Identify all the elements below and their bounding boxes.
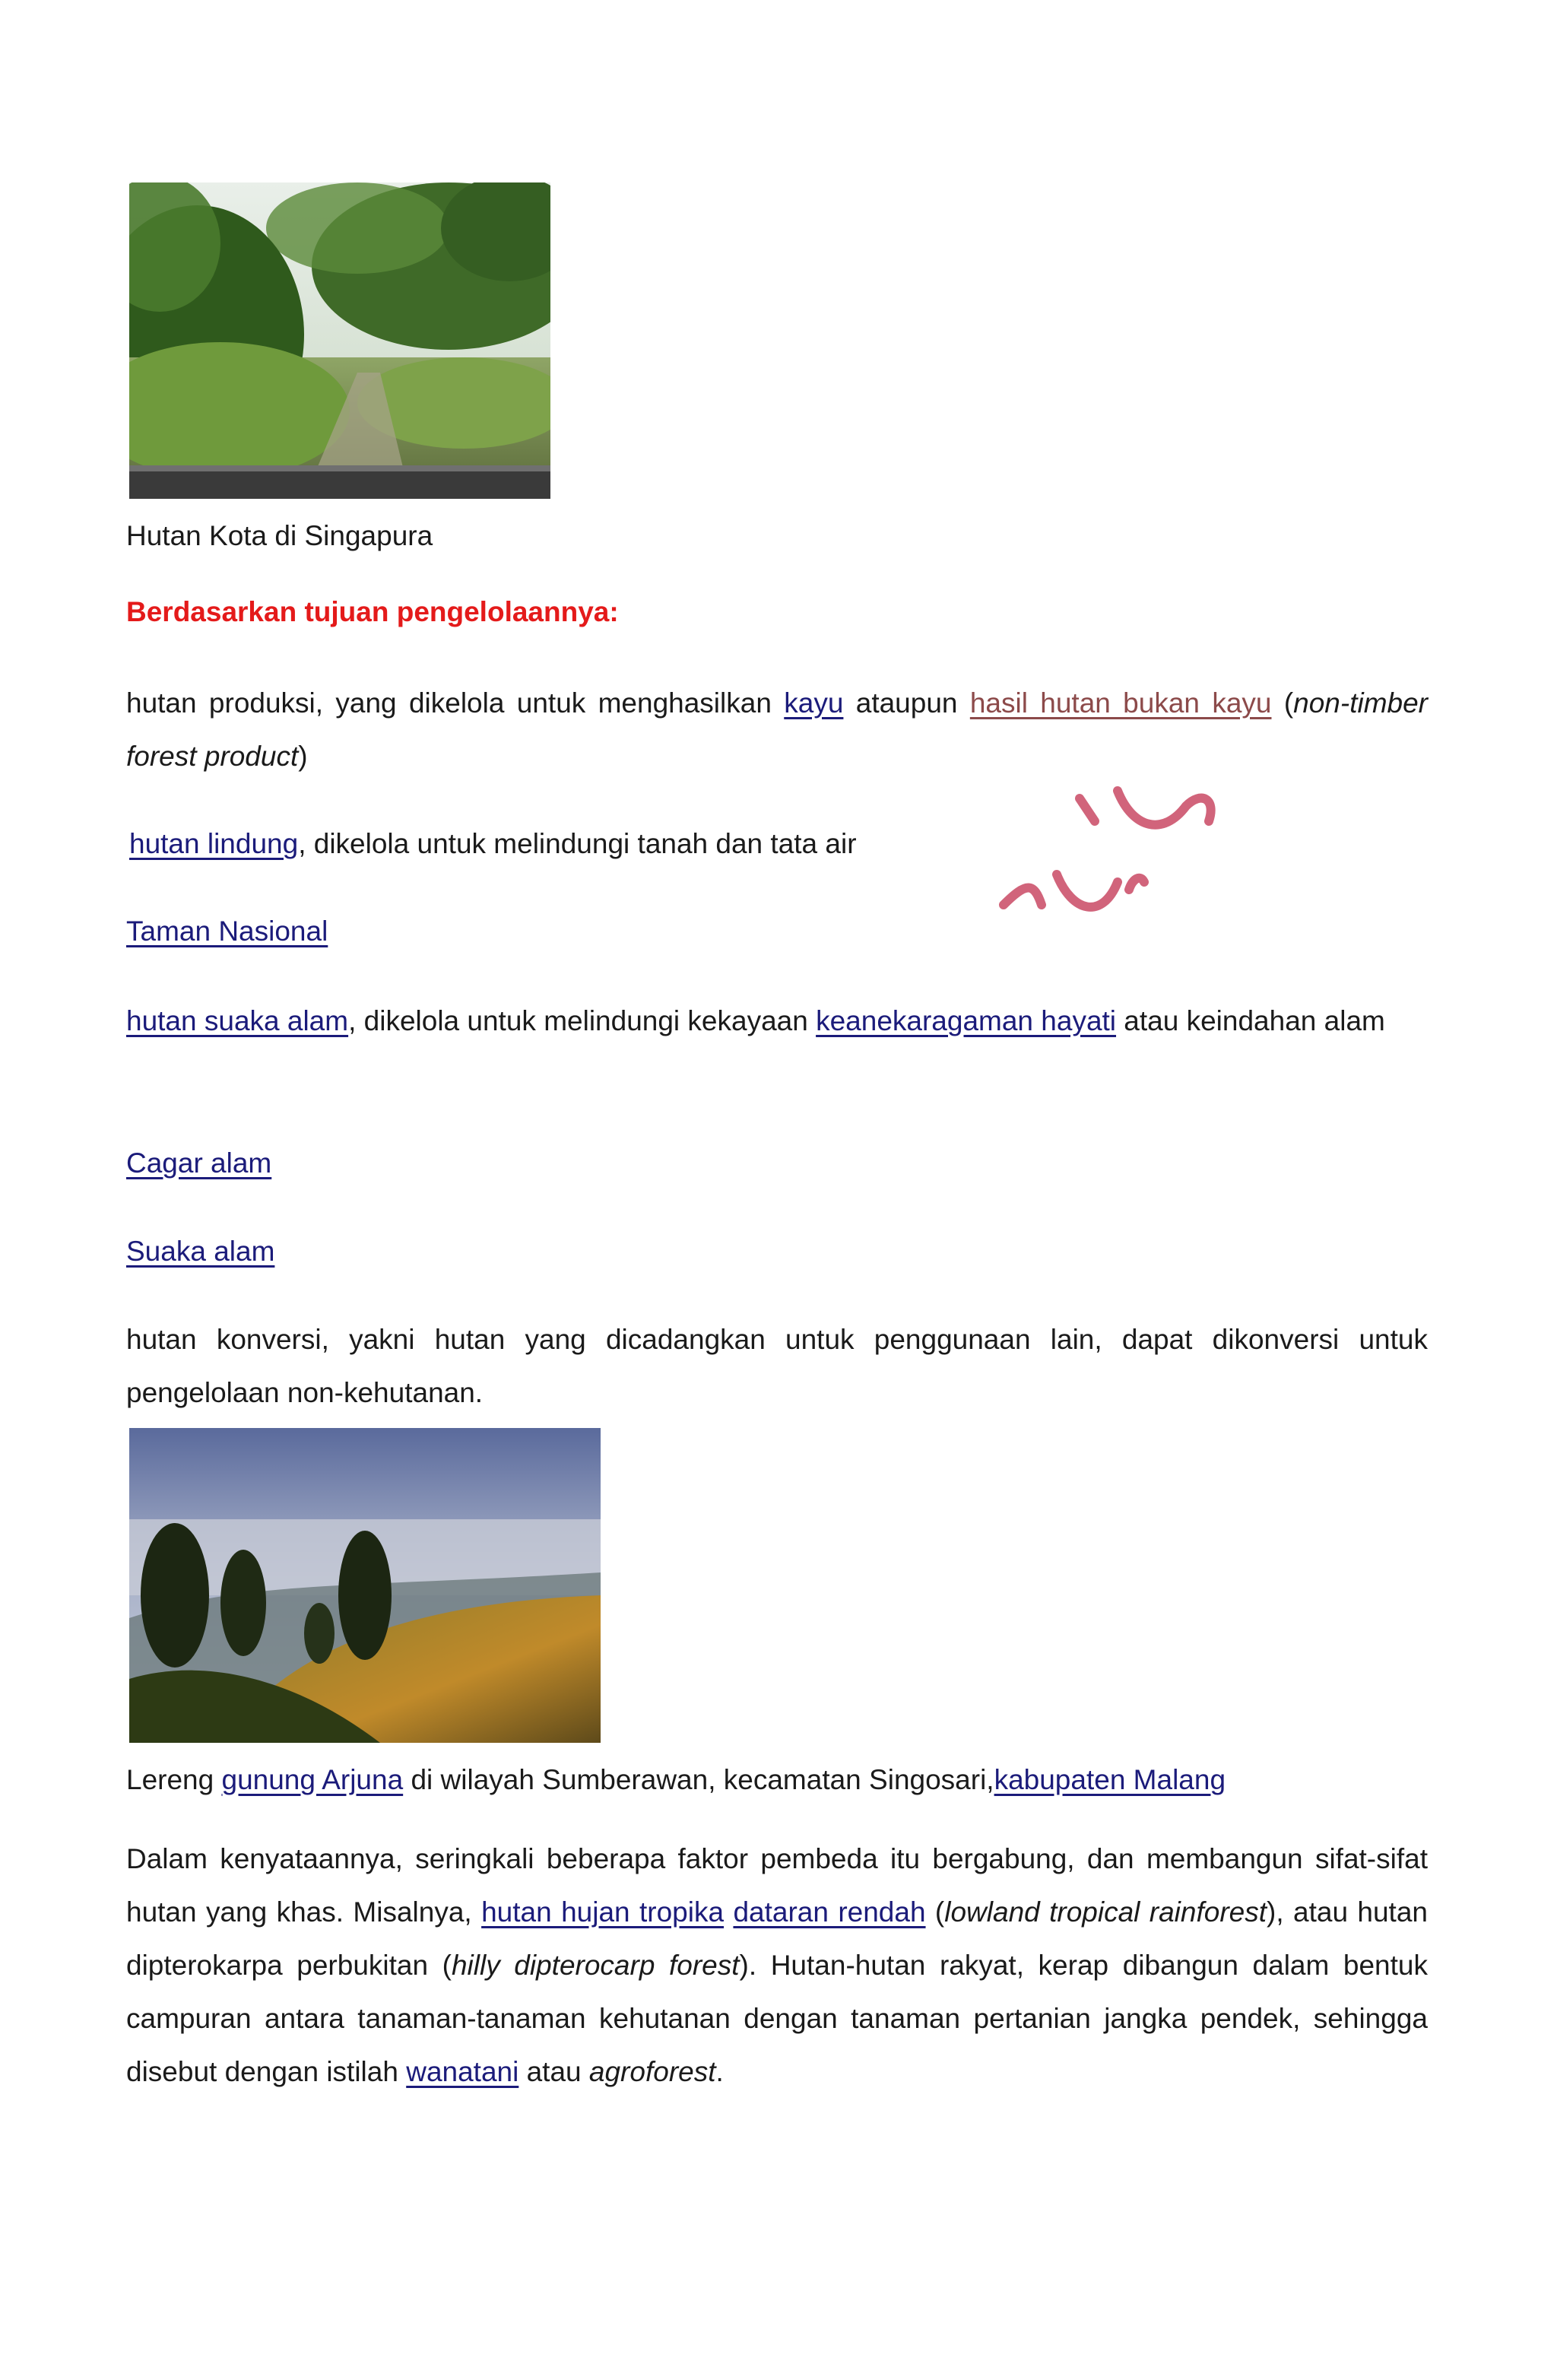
link-kayu[interactable]: kayu (784, 687, 844, 719)
link-suaka-alam[interactable]: Suaka alam (126, 1236, 275, 1267)
paragraph-hutan-suaka-alam (126, 995, 1428, 1048)
link-hutan-lindung[interactable]: hutan lindung (129, 828, 299, 859)
text (724, 1896, 733, 1928)
text: ). Hutan-hutan rakyat, kerap dibangun dalam bentuk campuran antara tanaman-tanaman kehutanan dengan tanaman pertanian jangka pendek, sehingga disebut dengan istilah (126, 1950, 1428, 2087)
link-hutan-hujan-tropika[interactable]: hutan hujan tropika (481, 1896, 725, 1928)
photo-caption-mountain-slope (126, 1753, 1428, 1807)
text: ataupun (843, 687, 970, 719)
photo-caption-urban-forest: Hutan Kota di Singapura (126, 520, 433, 551)
text: Lereng (126, 1764, 222, 1795)
text: atau keindahan alam (1116, 1005, 1385, 1036)
link-kabupaten-malang[interactable]: kabupaten Malang (994, 1764, 1226, 1795)
urban-forest-photo (129, 182, 550, 499)
link-hasil-hutan-bukan-kayu[interactable]: hasil hutan bukan kayu (969, 687, 1272, 719)
section-heading: Berdasarkan tujuan pengelolaannya: (126, 596, 619, 627)
text: hutan produksi, yang dikelola untuk menghasilkan (126, 687, 785, 719)
urban-forest-image (129, 182, 550, 499)
text: ( (1271, 687, 1294, 719)
paragraph-suaka-alam (126, 1225, 1428, 1278)
text: ( (925, 1896, 945, 1928)
text: , dikelola untuk melindungi tanah dan tata air (298, 828, 857, 859)
paragraph-kenyataannya (126, 1833, 1428, 2099)
text: ), atau hutan dipterokarpa perbukitan ( (126, 1896, 1428, 1981)
text: atau (518, 2056, 589, 2087)
italic-term: lowland tropical rainforest (944, 1896, 1267, 1928)
paragraph-hutan-produksi (126, 677, 1428, 783)
paragraph-cagar-alam (126, 1137, 1428, 1190)
mountain-slope-image (129, 1428, 601, 1743)
link-keanekaragaman-hayati[interactable]: keanekaragaman hayati (816, 1005, 1117, 1036)
mountain-slope-photo (129, 1428, 601, 1743)
text: ) (298, 741, 308, 772)
link-wanatani[interactable]: wanatani (406, 2056, 519, 2087)
link-cagar-alam[interactable]: Cagar alam (126, 1147, 272, 1179)
link-gunung-arjuna[interactable]: gunung Arjuna (221, 1764, 404, 1795)
link-taman-nasional[interactable]: Taman Nasional (126, 916, 328, 947)
italic-term: hilly dipterocarp forest (451, 1950, 740, 1981)
italic-term: non-timber forest product (126, 687, 1428, 772)
link-dataran-rendah[interactable]: dataran rendah (733, 1896, 926, 1928)
text: Dalam kenyataannya, seringkali beberapa faktor pembeda itu bergabung, dan membangun sifat-sifat hutan yang khas. Misalnya, (126, 1843, 1428, 1928)
italic-term: agroforest (588, 2056, 716, 2087)
text: , dikelola untuk melindungi kekayaan (348, 1005, 817, 1036)
text: . (715, 2056, 724, 2087)
text: di wilayah Sumberawan, kecamatan Singosari, (403, 1764, 994, 1795)
link-hutan-suaka-alam[interactable]: hutan suaka alam (126, 1005, 349, 1036)
paragraph-hutan-konversi: hutan konversi, yakni hutan yang dicadangkan untuk penggunaan lain, dapat dikonversi untuk pengelolaan non-kehutanan. (126, 1324, 1428, 1408)
paragraph-taman-nasional (126, 905, 1428, 958)
